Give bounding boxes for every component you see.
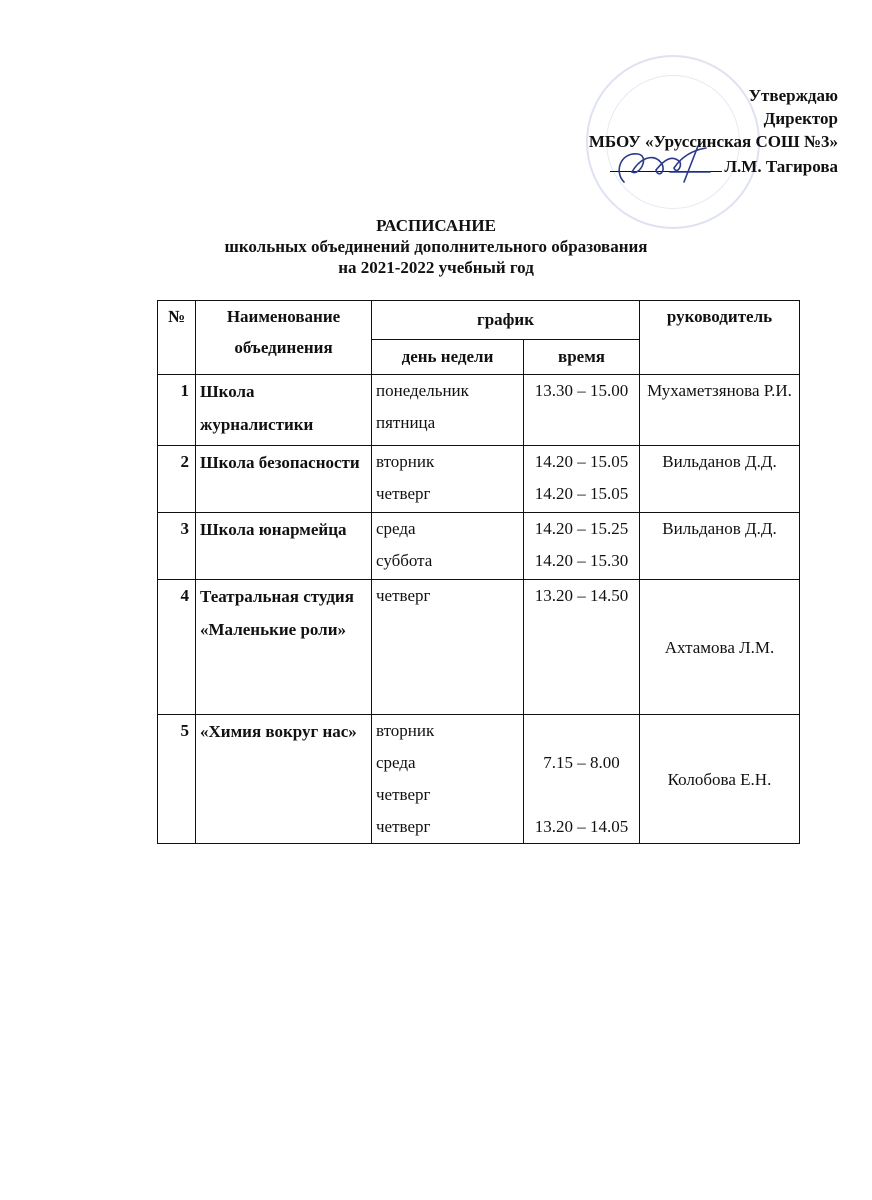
day-cell [372,715,524,844]
document-title-block [0,215,872,278]
time-spacer [528,779,635,811]
association-name: Школа журналистики [196,375,372,446]
time-value: 14.20 – 15.25 [534,519,629,538]
approval-line-organization: МБОУ «Уруссинская СОШ №3» [588,132,838,151]
table-row [158,513,800,580]
approval-line-approve: Утверждаю [748,86,838,105]
day-value: понедельник [376,381,469,400]
day-value: четверг [376,484,431,503]
time-spacer [528,715,635,747]
row-number: 1 [158,375,196,446]
document-title: РАСПИСАНИЕ [376,216,496,235]
day-cell [372,375,524,446]
time-value: 13.20 – 14.50 [534,586,629,605]
time-cell [524,513,640,580]
table-row [158,446,800,513]
day-value: четверг [376,817,431,836]
table-row [158,375,800,446]
row-number: 5 [158,715,196,844]
day-value: вторник [376,721,435,740]
row-number: 4 [158,580,196,715]
leader-name: Ахтамова Л.М. [640,580,800,715]
leader-name: Вильданов Д.Д. [640,513,800,580]
leader-name: Мухаметзянова Р.И. [640,375,800,446]
header-day: день недели [372,340,524,375]
day-cell [372,513,524,580]
director-name: Л.М. Тагирова [724,157,838,176]
schedule-table [157,300,800,844]
leader-name: Вильданов Д.Д. [640,446,800,513]
day-value: среда [376,519,416,538]
approval-line-position: Директор [763,109,838,128]
day-value: суббота [376,551,433,570]
time-value: 14.20 – 15.05 [534,452,629,471]
row-number: 2 [158,446,196,513]
day-value: четверг [376,785,431,804]
table-row [158,580,800,715]
header-row [158,301,800,340]
time-value: 13.20 – 14.05 [534,817,629,836]
time-cell [524,580,640,715]
day-value: четверг [376,586,431,605]
signature-scribble [610,142,720,190]
day-value: пятница [376,413,436,432]
document-subtitle: школьных объединений дополнительного образования [224,237,648,256]
leader-name: Колобова Е.Н. [640,715,800,844]
header-time: время [524,340,640,375]
day-cell [372,580,524,715]
association-name: «Химия вокруг нас» [196,715,372,844]
document-year: на 2021-2022 учебный год [338,258,534,277]
association-name: Театральная студия «Маленькие роли» [196,580,372,715]
row-number: 3 [158,513,196,580]
day-cell [372,446,524,513]
association-name: Школа безопасности [196,446,372,513]
header-num: № [158,301,196,375]
header-name: Наименование объединения [196,301,372,375]
day-value: среда [376,753,416,772]
table-row [158,715,800,844]
header-schedule: график [372,301,640,340]
header-leader: руководитель [640,301,800,375]
time-value: 13.30 – 15.00 [534,381,629,400]
day-value: вторник [376,452,435,471]
time-cell [524,446,640,513]
association-name: Школа юнармейца [196,513,372,580]
time-cell [524,375,640,446]
time-value: 14.20 – 15.05 [534,484,629,503]
time-cell [524,715,640,844]
time-value: 7.15 – 8.00 [543,753,620,772]
time-value: 14.20 – 15.30 [534,551,629,570]
